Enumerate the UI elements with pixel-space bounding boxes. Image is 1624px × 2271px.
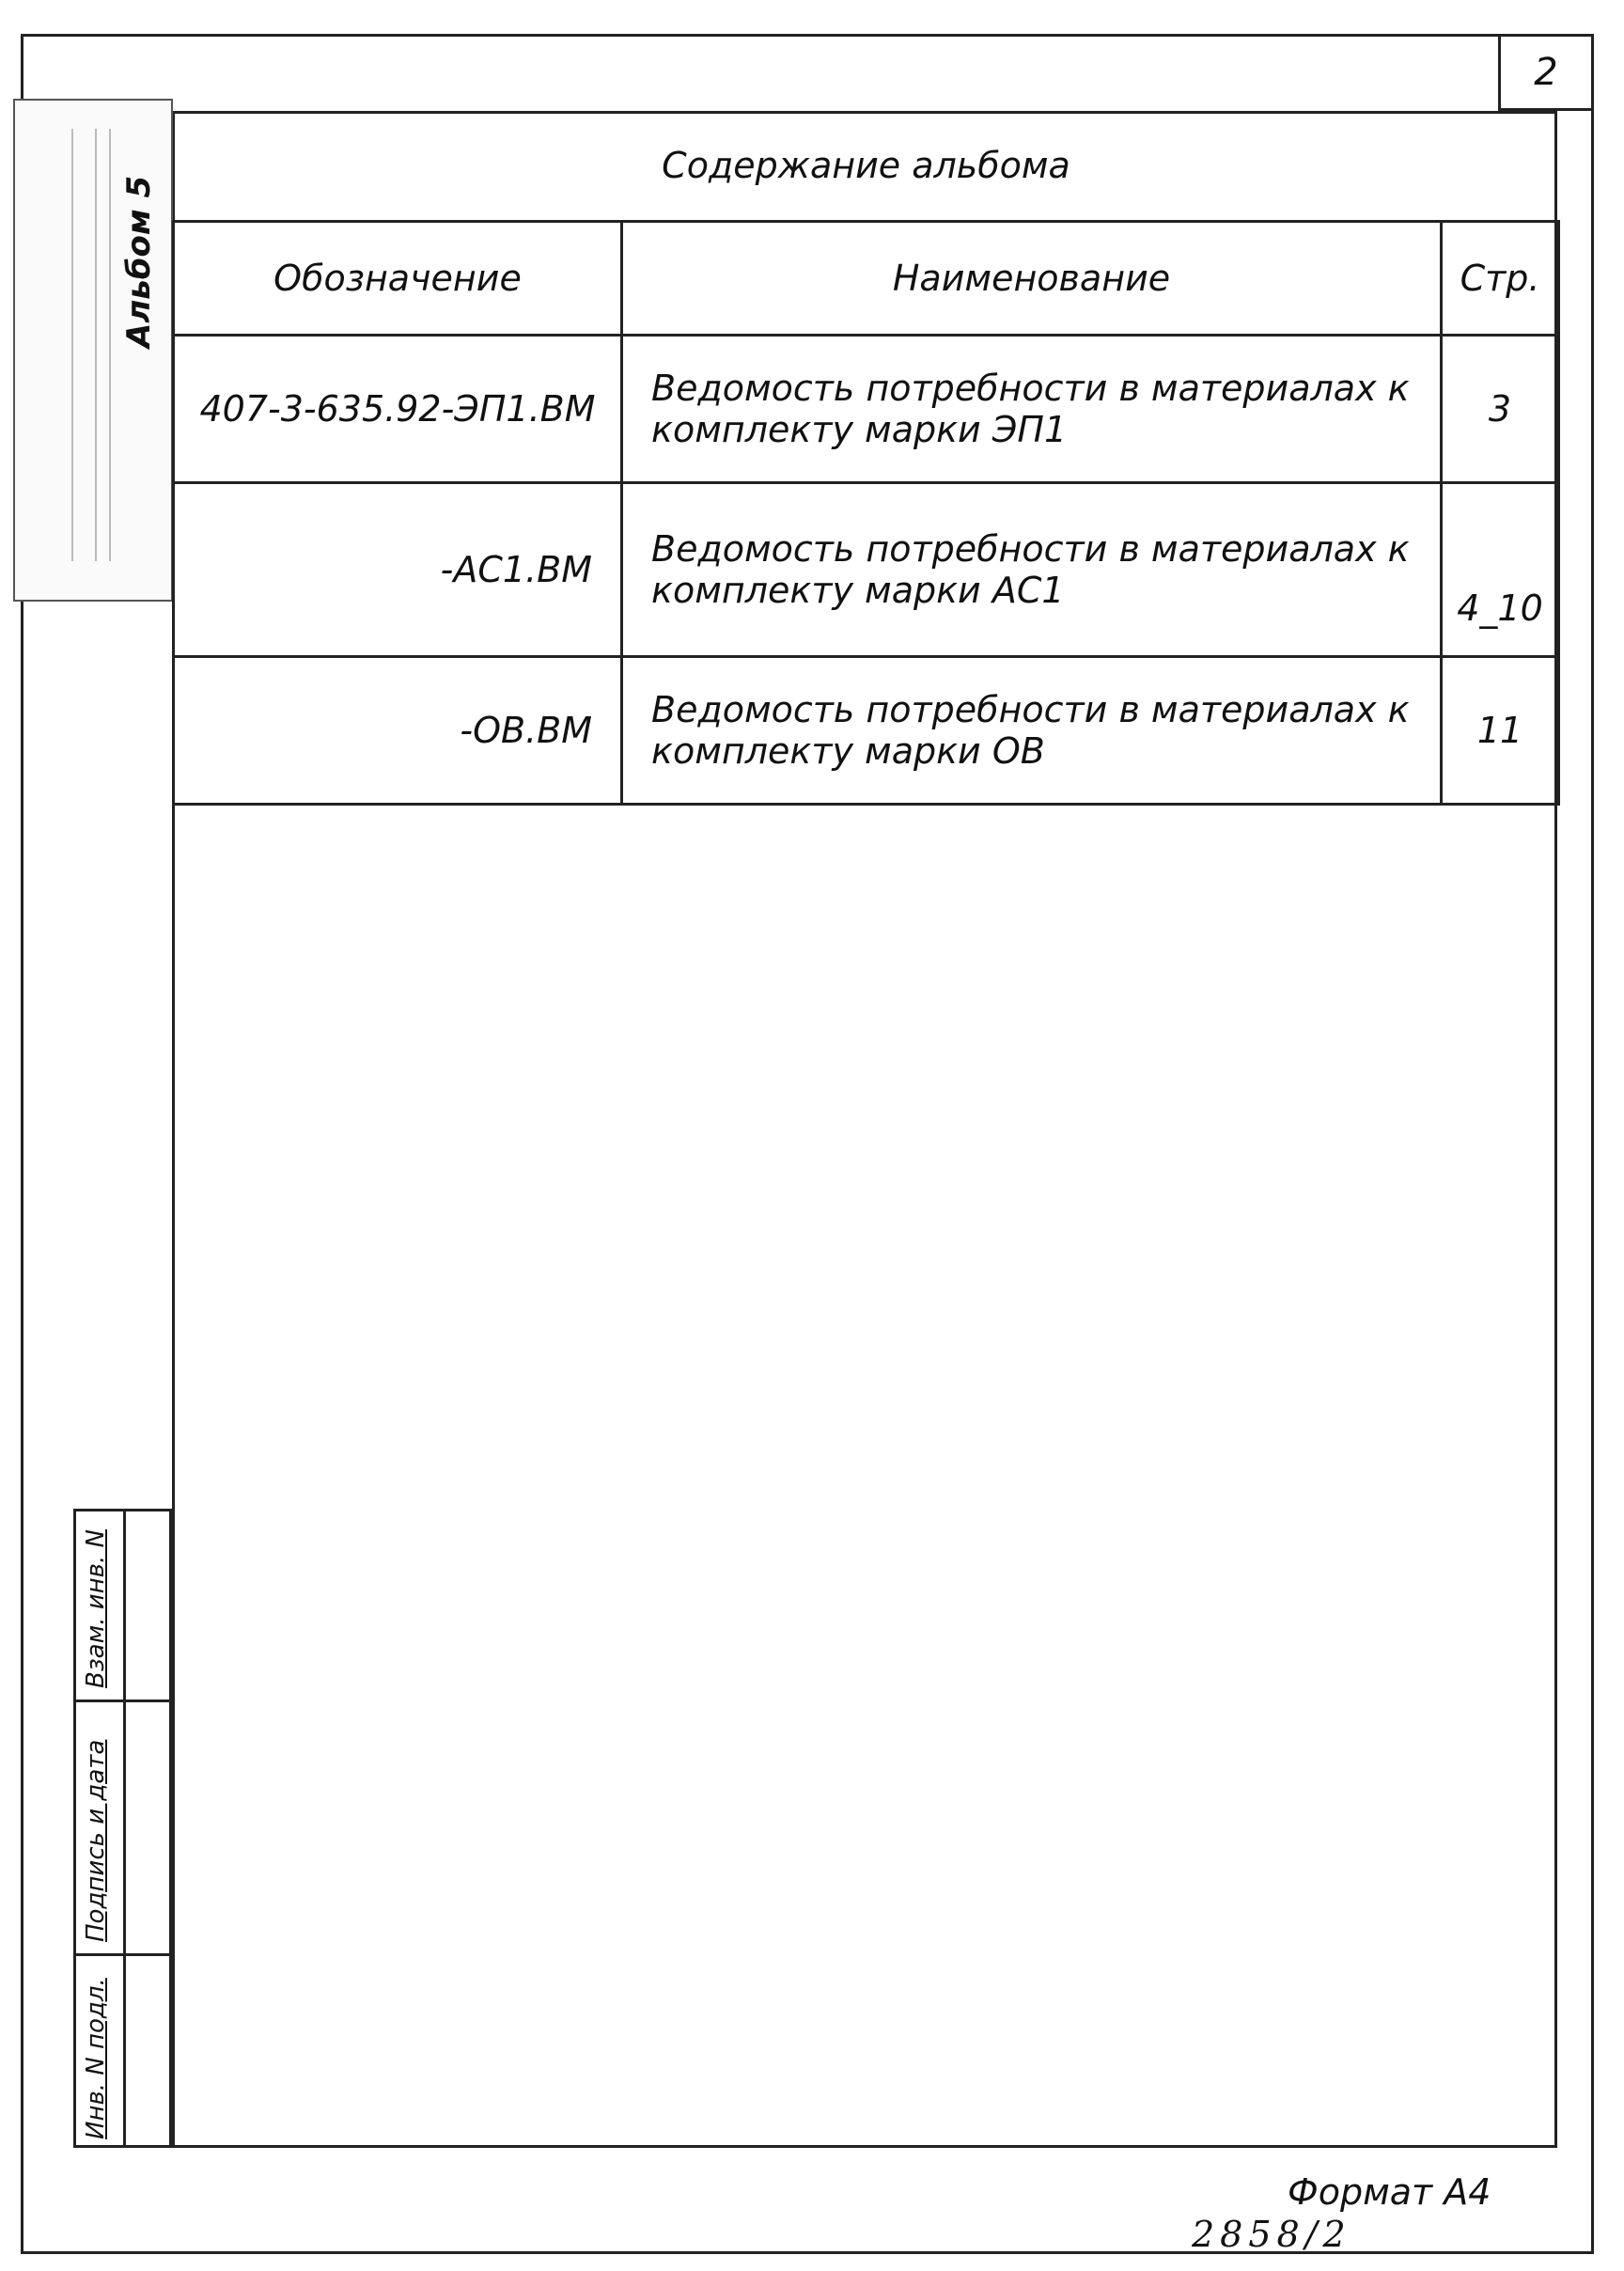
signature-date-label bbox=[82, 1709, 119, 1944]
header-name: Наименование bbox=[622, 222, 1442, 336]
page-number: 2 bbox=[1498, 34, 1594, 111]
album-label bbox=[120, 169, 158, 348]
row-page: 4_10 bbox=[1442, 483, 1559, 657]
stamp-divider bbox=[76, 1699, 169, 1702]
inventory-label bbox=[82, 1963, 119, 2141]
row-designation: -АС1.ВМ bbox=[174, 483, 622, 657]
row-name-line: комплекту марки ОВ bbox=[651, 730, 1045, 772]
row-name-line: комплекту марки АС1 bbox=[651, 570, 1065, 611]
table-row bbox=[174, 483, 1559, 657]
format-label: Формат А4 bbox=[1288, 2171, 1491, 2213]
row-designation: 407-3-635.92-ЭП1.ВМ bbox=[174, 336, 622, 483]
cross-ref-text: Взам. инв. N bbox=[82, 1529, 110, 1688]
signature-date-text: Подпись и дата bbox=[82, 1739, 110, 1942]
table-row bbox=[174, 336, 1559, 483]
row-designation: -ОВ.ВМ bbox=[174, 657, 622, 805]
sheet-code: 2858/2 bbox=[1192, 2214, 1351, 2255]
row-name-line: Ведомость потребности в материалах к bbox=[651, 528, 1410, 570]
row-name bbox=[622, 657, 1442, 805]
inventory-text: Инв. N подл. bbox=[82, 1978, 110, 2139]
stamp-divider bbox=[123, 1511, 126, 2145]
cross-ref-label bbox=[82, 1521, 119, 1690]
table-title-row bbox=[174, 111, 1559, 222]
stamp-line bbox=[71, 129, 73, 561]
contents-table bbox=[172, 111, 1560, 806]
table-header-row bbox=[174, 222, 1559, 336]
stamp-line bbox=[109, 129, 111, 561]
row-name-line: Ведомость потребности в материалах к bbox=[651, 368, 1410, 409]
header-designation: Обозначение bbox=[174, 222, 622, 336]
row-name bbox=[622, 483, 1442, 657]
row-page: 3 bbox=[1442, 336, 1559, 483]
row-name-line: Ведомость потребности в материалах к bbox=[651, 689, 1410, 730]
side-stamp bbox=[73, 1509, 172, 2148]
row-name bbox=[622, 336, 1442, 483]
row-page: 11 bbox=[1442, 657, 1559, 805]
album-label-text: Альбом 5 bbox=[120, 175, 158, 348]
stamp-divider bbox=[76, 1953, 169, 1956]
contents-title: Содержание альбома bbox=[174, 111, 1559, 222]
header-page: Стр. bbox=[1442, 222, 1559, 336]
row-name-line: комплекту марки ЭП1 bbox=[651, 409, 1068, 450]
stamp-line bbox=[95, 129, 97, 561]
table-row bbox=[174, 657, 1559, 805]
